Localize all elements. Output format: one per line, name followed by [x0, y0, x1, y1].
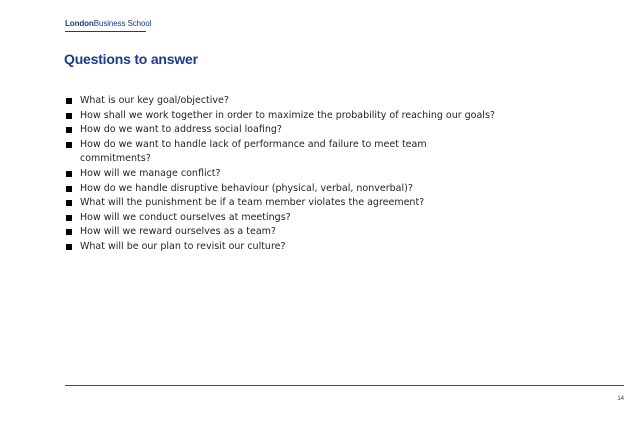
question-item-meetings — [66, 211, 586, 226]
question-item-reward — [66, 225, 586, 240]
logo-underline-divider — [65, 31, 146, 32]
square-bullet-icon — [66, 200, 72, 206]
question-item-disruptive-behaviour — [66, 182, 586, 197]
question-text: What is our key goal/objective? — [80, 95, 229, 106]
logo-words-business-school: Business School — [93, 19, 152, 28]
footer-divider — [65, 385, 624, 386]
questions-list — [66, 94, 586, 255]
square-bullet-icon — [66, 142, 72, 148]
square-bullet-icon — [66, 186, 72, 192]
question-text: How do we want to handle lack of performance and failure to meet team — [80, 138, 427, 150]
question-text: How do we want to address social loafing? — [80, 124, 282, 136]
london-business-school-logo — [65, 19, 151, 28]
question-text: How will we conduct ourselves at meetings? — [80, 211, 291, 223]
square-bullet-icon — [66, 244, 72, 250]
question-item-performance — [66, 138, 586, 167]
square-bullet-icon — [66, 127, 72, 133]
question-text: How do we handle disruptive behaviour (physical, verbal, nonverbal)? — [80, 182, 413, 194]
question-item-work-together — [66, 109, 586, 124]
logo-word-london: London — [65, 19, 94, 28]
square-bullet-icon — [66, 215, 72, 221]
question-text: What will be our plan to revisit our culture? — [80, 240, 286, 252]
square-bullet-icon — [66, 229, 72, 235]
question-text: How will we reward ourselves as a team? — [80, 226, 276, 238]
question-item-conflict — [66, 167, 586, 182]
square-bullet-icon — [66, 98, 72, 104]
square-bullet-icon — [66, 113, 72, 119]
slide-title: Questions to answer — [64, 51, 198, 67]
question-item-punishment — [66, 196, 586, 211]
question-text: How will we manage conflict? — [80, 167, 221, 179]
question-item-goal — [66, 94, 586, 109]
question-item-social-loafing — [66, 123, 586, 138]
question-text-continuation: commitments? — [80, 153, 151, 165]
square-bullet-icon — [66, 171, 72, 177]
page-number: 14 — [617, 396, 624, 402]
question-text: What will the punishment be if a team member violates the agreement? — [80, 197, 425, 209]
question-item-revisit-culture — [66, 240, 586, 255]
question-text: How shall we work together in order to maximize the probability of reaching our goals? — [80, 109, 495, 121]
